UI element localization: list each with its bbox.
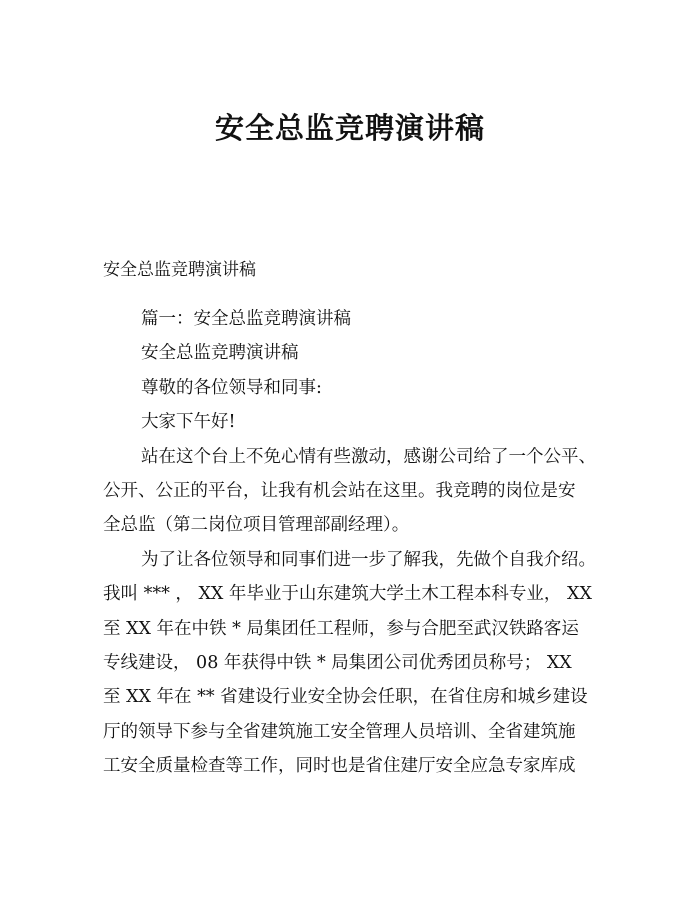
body-line: 尊敬的各位领导和同事:	[141, 377, 322, 398]
body-line: 公开、公正的平台，让我有机会站在这里。我竞聘的岗位是安	[103, 480, 576, 501]
body-line: 全总监（第二岗位项目管理部副经理）。	[103, 515, 410, 536]
body-line: 篇一：安全总监竞聘演讲稿	[141, 309, 351, 329]
document-subtitle: 安全总监竞聘演讲稿	[103, 260, 256, 280]
body-line: 工安全质量检查等工作，同时也是省住建厅安全应急专家库成	[103, 756, 576, 777]
body-line: 至 XX 年在中铁 * 局集团任工程师，参与合肥至武汉铁路客运	[103, 618, 579, 639]
body-line: 大家下午好!	[141, 412, 236, 433]
document-body	[103, 302, 623, 783]
body-line: 安全总监竞聘演讲稿	[141, 343, 299, 364]
body-line: 为了让各位领导和同事们进一步了解我，先做个自我介绍。	[141, 549, 596, 570]
document-title: 安全总监竞聘演讲稿	[214, 111, 485, 145]
body-line: 专线建设， 08 年获得中铁 * 局集团公司优秀团员称号； XX	[103, 652, 572, 673]
body-line: 我叫 *** ， XX 年毕业于山东建筑大学土木工程本科专业， XX	[103, 584, 592, 605]
body-line: 至 XX 年在 ** 省建设行业安全协会任职，在省住房和城乡建设	[103, 687, 588, 708]
body-line: 站在这个台上不免心情有些激动，感谢公司给了一个公平、	[141, 446, 596, 467]
body-line: 厅的领导下参与全省建筑施工安全管理人员培训、全省建筑施	[103, 721, 576, 742]
